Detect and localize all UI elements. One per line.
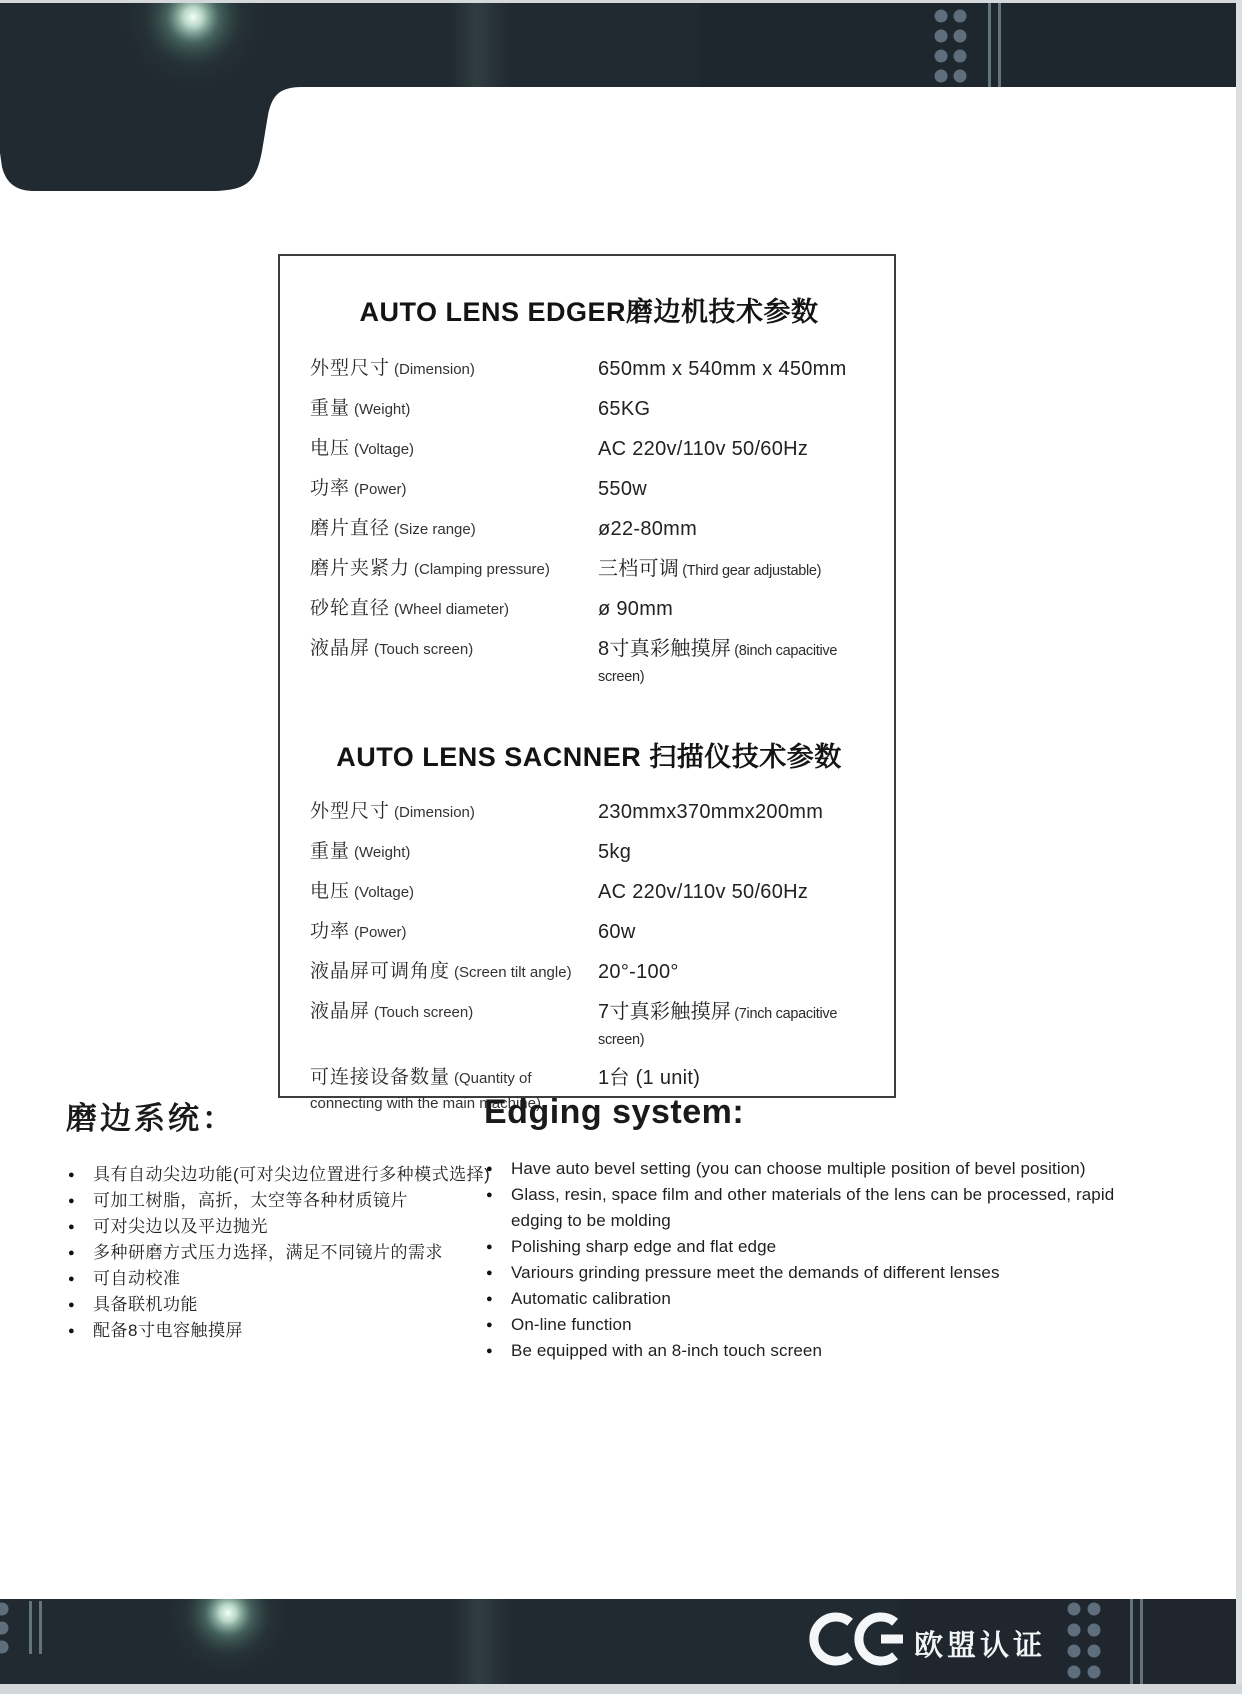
spec-value: 65KG: [598, 398, 651, 420]
table-row: [310, 477, 868, 503]
table-row: [310, 880, 868, 906]
table-row: [310, 397, 868, 423]
spec-label: 重量: [310, 398, 351, 419]
spec-label: 外型尺寸: [310, 358, 391, 379]
spec-label-en: (Dimension): [394, 804, 475, 821]
header-stripe: [450, 3, 510, 87]
spec-value-note: (8inch capacitive screen): [598, 643, 838, 685]
spec-label-en: (Screen tilt angle): [454, 964, 572, 981]
spec-table-edger: [310, 357, 868, 689]
list-item: ● 可对尖边以及平边抛光: [66, 1214, 486, 1240]
header-decoration: [0, 3, 1242, 193]
spec-label-en: (Weight): [354, 844, 411, 861]
table-row: [310, 920, 868, 946]
list-item: ● Polishing sharp edge and flat edge: [484, 1234, 1151, 1260]
spec-table-title-scanner: AUTO LENS SACNNER 扫描仪技术参数: [336, 742, 842, 772]
list-item: ● On-line function: [484, 1312, 1151, 1338]
spec-value: 8寸真彩触摸屏: [598, 638, 732, 660]
spec-label: 电压: [310, 881, 351, 902]
list-item: ● 可自动校准: [66, 1266, 486, 1292]
spec-label-en: (Voltage): [354, 441, 415, 458]
spec-label: 电压: [310, 438, 351, 459]
spec-label-en: (Touch screen): [374, 641, 474, 658]
list-item: ● 配备8寸电容触摸屏: [66, 1318, 486, 1344]
spec-label: 外型尺寸: [310, 801, 391, 822]
spec-value: 550w: [598, 478, 648, 500]
spec-label-en: (Quantity of connecting with the main machine): [310, 1070, 541, 1112]
edging-system-en-list: [484, 1156, 1154, 1364]
edging-system-en: [484, 1093, 1154, 1364]
spec-value: ø 90mm: [598, 598, 674, 620]
list-item: ● Automatic calibration: [484, 1286, 1151, 1312]
spec-label-en: (Power): [354, 924, 407, 941]
spec-label: 功率: [310, 478, 351, 499]
spec-label: 磨片夹紧力: [310, 558, 411, 579]
list-item: ● 具备联机功能: [66, 1292, 486, 1318]
list-item: ● Have auto bevel setting (you can choose multiple position of bevel position): [484, 1156, 1151, 1182]
page-edge-top: [0, 0, 1242, 3]
footer-stripe: [452, 1599, 512, 1684]
spec-label: 液晶屏可调角度: [310, 961, 451, 982]
spec-value: 1台 (1 unit): [598, 1067, 701, 1089]
table-row: [310, 597, 868, 623]
spec-label: 重量: [310, 841, 351, 862]
table-row: [310, 960, 868, 986]
list-item: ● 可加工树脂，高折，太空等各种材质镜片: [66, 1188, 486, 1214]
page-edge-bottom: [0, 1684, 1242, 1694]
list-item: ● 具有自动尖边功能(可对尖边位置进行多种模式选择): [66, 1162, 486, 1188]
list-item: ● Be equipped with an 8-inch touch screen: [484, 1338, 1151, 1364]
spec-value-note: (Third gear adjustable): [682, 563, 822, 579]
spec-label-en: (Clamping pressure): [414, 561, 550, 578]
spec-label: 磨片直径: [310, 518, 391, 539]
table-row: [310, 357, 868, 383]
table-row: [310, 637, 868, 689]
spec-label-en: (Power): [354, 481, 407, 498]
edging-system-zh: [66, 1093, 491, 1344]
table-row: [310, 840, 868, 866]
list-item: ● Variours grinding pressure meet the demands of different lenses: [484, 1260, 1151, 1286]
footer-left-dots: [0, 1603, 9, 1654]
ce-certification-label: 欧盟认证: [914, 1630, 1047, 1662]
spec-value-note: (7inch capacitive screen): [598, 1006, 838, 1048]
spec-value: AC 220v/110v 50/60Hz: [598, 438, 809, 460]
spec-value: 20°-100°: [598, 961, 679, 983]
spec-value: AC 220v/110v 50/60Hz: [598, 881, 809, 903]
spec-table-title-edger: AUTO LENS EDGER磨边机技术参数: [359, 297, 819, 327]
spec-label: 液晶屏: [310, 1001, 371, 1022]
footer-decoration: [0, 1599, 1242, 1684]
spec-label-en: (Touch screen): [374, 1004, 474, 1021]
footer: [0, 1599, 1242, 1684]
page-edge-right: [1236, 0, 1242, 1694]
spec-value: 5kg: [598, 841, 632, 863]
table-row: [310, 800, 868, 826]
spec-label: 功率: [310, 921, 351, 942]
spec-label-en: (Wheel diameter): [394, 601, 510, 618]
edging-system-zh-list: [66, 1162, 491, 1344]
spec-value: 650mm x 540mm x 450mm: [598, 358, 847, 380]
list-item: ● 多种研磨方式压力选择，满足不同镜片的需求: [66, 1240, 486, 1266]
table-row: [310, 517, 868, 543]
spec-label-en: (Voltage): [354, 884, 415, 901]
spec-label-en: (Weight): [354, 401, 411, 418]
table-row: [310, 557, 868, 583]
table-row: [310, 1000, 868, 1052]
table-row: [310, 437, 868, 463]
spec-value: ø22-80mm: [598, 518, 698, 540]
spec-value: 7寸真彩触摸屏: [598, 1001, 732, 1023]
spec-label: 砂轮直径: [310, 598, 391, 619]
spec-value: 60w: [598, 921, 636, 943]
spec-table-scanner: [310, 800, 868, 1116]
edging-system-en-title: Edging system:: [484, 1093, 745, 1131]
spec-label: 液晶屏: [310, 638, 371, 659]
spec-label-en: (Dimension): [394, 361, 475, 378]
list-item: ● Glass, resin, space film and other materials of the lens can be processed, rapid edging to be molding: [484, 1182, 1151, 1234]
spec-value: 230mmx370mmx200mm: [598, 801, 824, 823]
spec-value: 三档可调: [598, 558, 680, 580]
spec-label-en: (Size range): [394, 521, 476, 538]
spec-label: 可连接设备数量: [310, 1067, 451, 1088]
edging-system-zh-title: 磨边系统：: [66, 1101, 236, 1136]
